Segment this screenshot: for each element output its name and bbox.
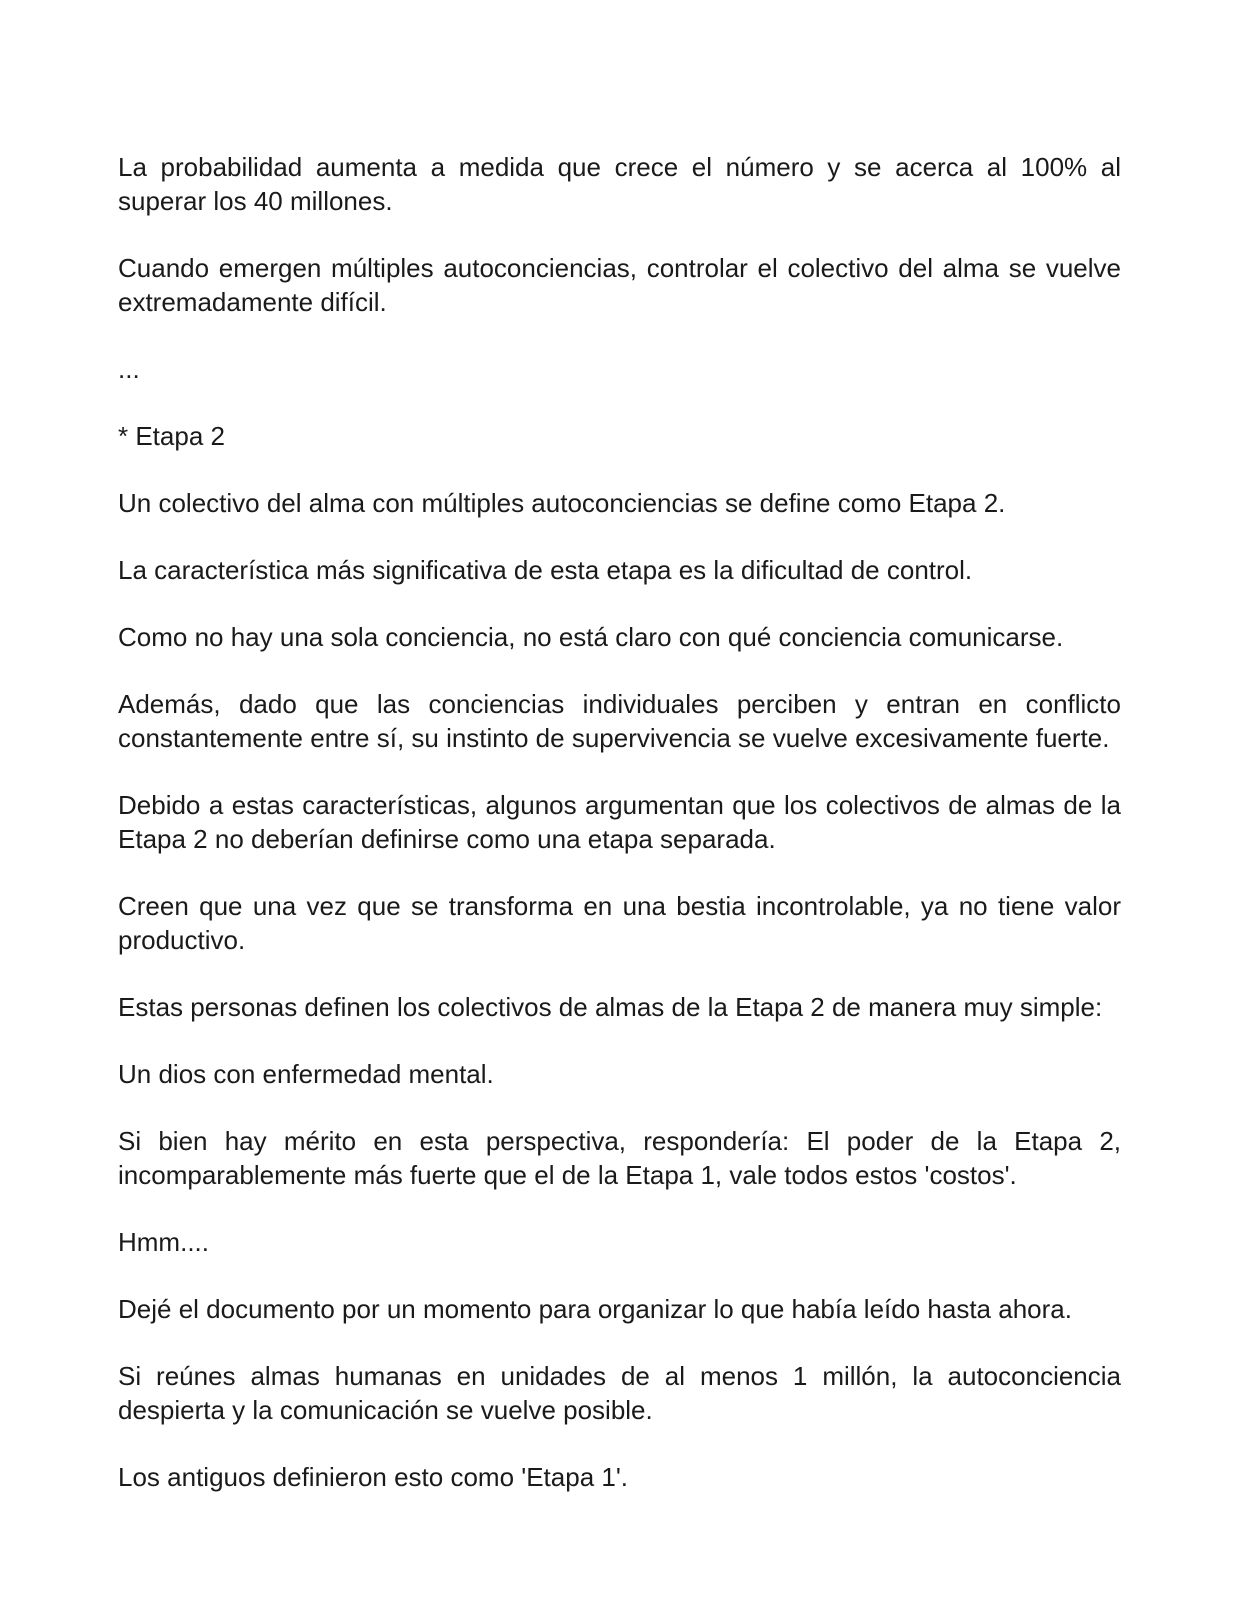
paragraph: La característica más significativa de esta etapa es la dificultad de control. bbox=[118, 555, 973, 585]
paragraph: Debido a estas características, algunos argumentan que los colectivos de almas de la Etapa 2 no deberían definirse como una etapa separada. bbox=[118, 790, 1121, 854]
paragraph: Estas personas definen los colectivos de almas de la Etapa 2 de manera muy simple: bbox=[118, 992, 1103, 1022]
paragraph: Dejé el documento por un momento para organizar lo que había leído hasta ahora. bbox=[118, 1294, 1072, 1324]
paragraph: Un colectivo del alma con múltiples autoconciencias se define como Etapa 2. bbox=[118, 488, 1006, 518]
paragraph: Hmm.... bbox=[118, 1227, 209, 1257]
paragraph: Además, dado que las conciencias individuales perciben y entran en conflicto constantemente entre sí, su instinto de supervivencia se vuelve excesivamente fuerte. bbox=[118, 689, 1121, 753]
paragraph: Creen que una vez que se transforma en una bestia incontrolable, ya no tiene valor productivo. bbox=[118, 891, 1121, 955]
ellipsis-separator: ... bbox=[118, 354, 140, 384]
document-body bbox=[118, 150, 1121, 1527]
paragraph: Un dios con enfermedad mental. bbox=[118, 1059, 494, 1089]
paragraph: Si reúnes almas humanas en unidades de al menos 1 millón, la autoconciencia despierta y la comunicación se vuelve posible. bbox=[118, 1361, 1121, 1425]
paragraph: Si bien hay mérito en esta perspectiva, respondería: El poder de la Etapa 2, incomparablemente más fuerte que el de la Etapa 1, vale todos estos 'costos'. bbox=[118, 1126, 1121, 1190]
section-heading: * Etapa 2 bbox=[118, 421, 225, 451]
paragraph: La probabilidad aumenta a medida que crece el número y se acerca al 100% al superar los 40 millones. bbox=[118, 152, 1121, 216]
paragraph: Los antiguos definieron esto como 'Etapa 1'. bbox=[118, 1462, 629, 1492]
paragraph: Cuando emergen múltiples autoconciencias, controlar el colectivo del alma se vuelve extremadamente difícil. bbox=[118, 253, 1121, 317]
paragraph: Como no hay una sola conciencia, no está claro con qué conciencia comunicarse. bbox=[118, 622, 1064, 652]
